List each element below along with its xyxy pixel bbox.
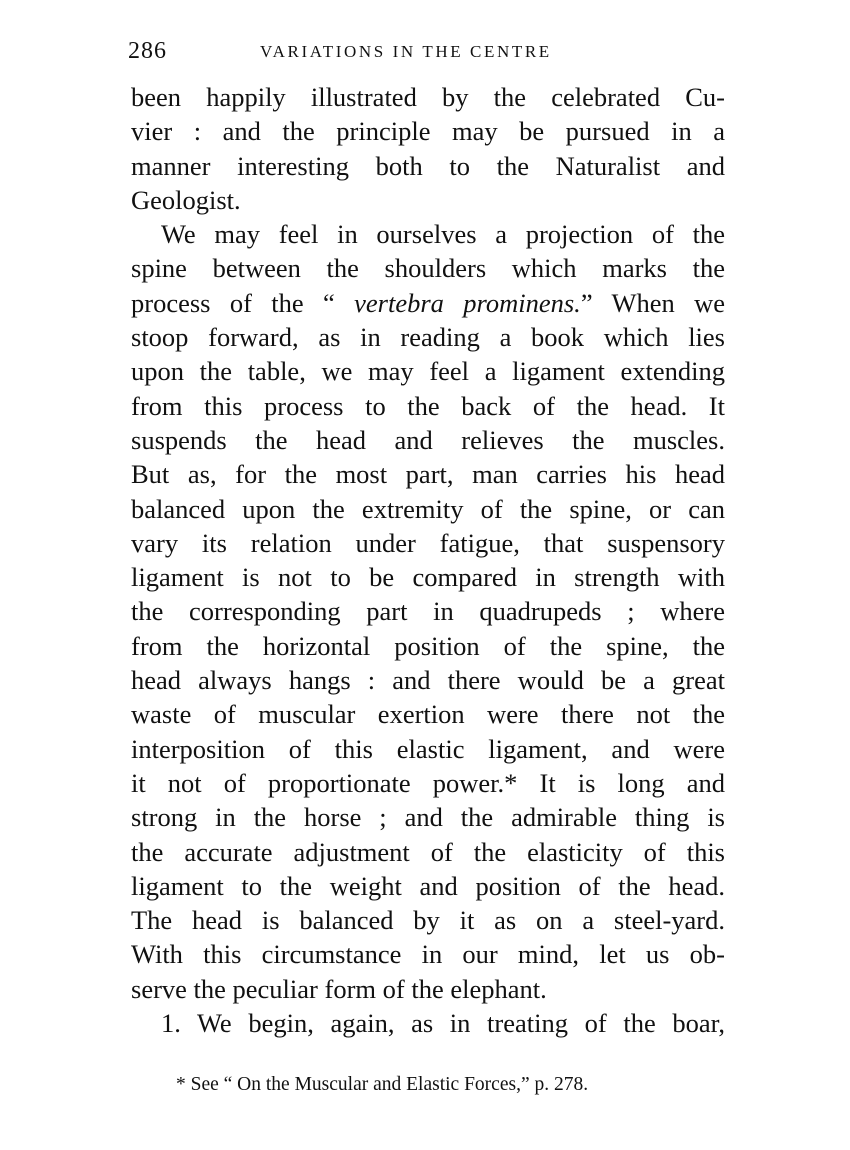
running-head — [128, 38, 728, 66]
text-line: With this circumstance in our mind, let us ob- — [131, 939, 725, 970]
text-line: been happily illustrated by the celebrated Cu- — [131, 82, 725, 112]
running-head-title: VARIATIONS IN THE CENTRE — [260, 42, 552, 61]
text-line: But as, for the most part, man carries his head — [131, 459, 725, 490]
body-text — [131, 80, 725, 1040]
text-line: serve the peculiar form of the elephant. — [131, 973, 547, 1004]
paragraph-first-line: We may feel in ourselves a projection of the — [161, 219, 725, 250]
text-line: interposition of this elastic ligament, and were — [131, 733, 725, 764]
text-line: stoop forward, as in reading a book which lies — [131, 322, 725, 353]
text-line: suspends the head and relieves the muscles. — [131, 424, 725, 455]
text-line: spine between the shoulders which marks the — [131, 253, 725, 284]
page-number: 286 — [128, 38, 167, 64]
footnote: * See “ On the Muscular and Elastic Forces,” p. 278. — [176, 1074, 589, 1095]
text-line-with-italic-term: process of the “ vertebra prominens.” When we — [131, 287, 725, 318]
text-line-with-footnote-mark: it not of proportionate power.* It is long and — [131, 767, 725, 798]
text-line: waste of muscular exertion were there not the — [131, 699, 725, 730]
text-line: from the horizontal position of the spine, the — [131, 630, 725, 661]
text-line: head always hangs : and there would be a great — [131, 665, 725, 696]
numbered-paragraph-line: 1. We begin, again, as in treating of the boar, — [161, 1008, 725, 1039]
text-line: the corresponding part in quadrupeds ; where — [131, 596, 725, 627]
text-line: from this process to the back of the head. It — [131, 390, 725, 421]
text-line: manner interesting both to the Naturalist and — [131, 150, 725, 181]
text-line: vier : and the principle may be pursued in a — [131, 116, 725, 147]
text-line: strong in the horse ; and the admirable thing is — [131, 802, 725, 833]
text-line: the accurate adjustment of the elasticity of this — [131, 836, 725, 867]
text-line: The head is balanced by it as on a steel-yard. — [131, 905, 725, 936]
text-line: Geologist. — [131, 184, 241, 215]
text-line: upon the table, we may feel a ligament extending — [131, 356, 725, 387]
text-line: balanced upon the extremity of the spine, or can — [131, 493, 725, 524]
text-line: vary its relation under fatigue, that suspensory — [131, 527, 725, 558]
text-line: ligament to the weight and position of the head. — [131, 870, 725, 901]
text-line: ligament is not to be compared in strength with — [131, 562, 725, 593]
latin-term: vertebra prominens. — [354, 287, 581, 318]
